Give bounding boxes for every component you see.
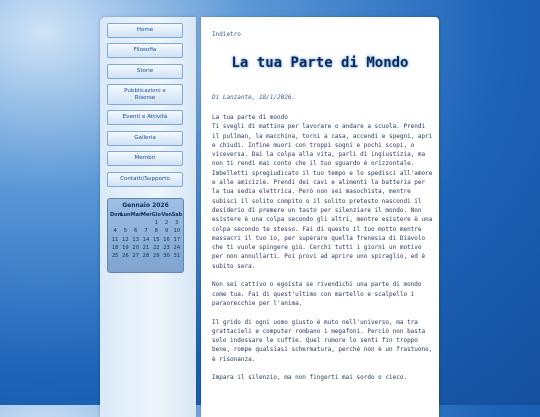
article-paragraph: Ti svegli di mattina per lavorare o andare a scuola. Prendi il pullman, la macchina, torni a casa, accendi e spegni, apri e chiudi. Infine muori con troppi sogni e pochi scopi, o viceversa. Dai la colpa alla vita, parli di ingiustizia, ma non ti rendi mai conto che il tuo sguardo è orizzontale. Imbelletti spregiudicato il tuo tempo e lo spedisci all'amore e alle amicizie. Prendi dei cavi e alimenti la batteria per la tua sedia elettrica. Però non sei masochista, mentre subisci il solito compito o il solito pretesto nascondi il desiderio di premere un tasto per silenziare il mondo. Non esistere è una colpa secondo gli altri, mentre esistere è una colpa secondo te stesso. Fai di questo il tuo motto mentre massacri il tuo io, per superare quella frenesia di Diavolo che ti vuole spingere giù. Cerchi tutti i giorni un motivo per non annullarti. Poi provi ad aprire uno spiraglio, ed è subito sera.	[212, 123, 433, 270]
nav-membri-button[interactable]: Membri	[107, 151, 183, 166]
calendar-day: 26	[122, 253, 129, 260]
calendar-day: 30	[163, 253, 170, 260]
calendar-day: 13	[132, 236, 139, 243]
calendar-day: 16	[163, 236, 170, 243]
calendar-day: 27	[132, 253, 139, 260]
calendar-day: 6	[134, 228, 138, 235]
calendar-day: 5	[123, 228, 128, 235]
calendar-week-row	[110, 219, 182, 227]
calendar-weekday-row	[110, 211, 182, 219]
calendar-day: 15	[152, 236, 160, 243]
article-byline: Di Lanzante, 18/1/2026.	[212, 94, 296, 101]
calendar-day: 12	[122, 236, 129, 243]
calendar-weekday: Dom	[110, 212, 123, 219]
article-paragraph: Non sei cattivo o egoista se rivendichi una parte di mondo come tua. Fai di quest'ultimo con martello e scalpello i paraorecchie per l'anima.	[212, 281, 422, 307]
calendar-widget	[107, 198, 184, 273]
calendar-day: 4	[113, 228, 117, 235]
calendar-day: 31	[173, 253, 181, 260]
calendar-day: 19	[122, 244, 129, 251]
nav-contatti-button[interactable]: Contatti/Supporto	[107, 172, 183, 187]
calendar-grid	[110, 211, 182, 260]
nav-galleria-button[interactable]: Galleria	[107, 131, 183, 146]
calendar-title: Gennaio 2026	[122, 202, 169, 209]
back-link[interactable]: Indietro	[212, 31, 241, 38]
calendar-day: 2	[164, 220, 169, 227]
calendar-day: 25	[111, 253, 119, 260]
article-subtitle: La tua parte di mondo	[212, 114, 288, 121]
calendar-day: 29	[152, 253, 160, 260]
article-paragraph: Il grido di ogni uomo giusto è muto nell'universo, ma tra grattacieli e computer rombano i megafoni. Perciò non basta solo indossare le cuffie. Quel rumore lo senti fin troppo bene, rompe qualsiasi schermatura, perché non è un frastuono, è risonanza.	[212, 318, 433, 363]
calendar-weekday: Mar	[130, 212, 142, 219]
calendar-week-row	[110, 244, 182, 252]
calendar-week-row	[110, 252, 182, 260]
calendar-weekday: Sab	[171, 212, 183, 219]
calendar-day: 18	[111, 244, 119, 251]
content-panel	[201, 17, 439, 417]
calendar-day: 23	[163, 244, 170, 251]
nav-pubblicazioni-button[interactable]: Pubblicazioni e Risorse	[107, 84, 183, 105]
calendar-day: 17	[173, 236, 181, 243]
calendar-day: 11	[111, 236, 119, 243]
article-body	[212, 113, 434, 392]
nav-eventi-button[interactable]: Eventi e Attività	[107, 110, 183, 125]
calendar-weekday: Mer	[140, 212, 152, 219]
nav-filosofia-button[interactable]: Filosofia	[107, 43, 183, 58]
calendar-week-row	[110, 236, 182, 244]
calendar-week-row	[110, 227, 182, 235]
calendar-day: 22	[152, 244, 160, 251]
calendar-weekday: Gio	[151, 212, 161, 219]
calendar-day: 21	[142, 244, 150, 251]
calendar-weekday: Ven	[161, 212, 172, 219]
page-title: La tua Parte di Mondo	[231, 55, 409, 71]
calendar-day: 28	[142, 253, 150, 260]
nav-home-button[interactable]: Home	[107, 23, 183, 38]
calendar-day: 20	[132, 244, 139, 251]
calendar-day: 14	[142, 236, 150, 243]
calendar-day: 7	[144, 228, 148, 235]
calendar-day: 24	[173, 244, 181, 251]
nav-storie-button[interactable]: Storie	[107, 64, 183, 79]
calendar-weekday: Lun	[120, 212, 131, 219]
calendar-day: 1	[154, 220, 158, 227]
article-paragraph: Impara il silenzio, ma non fingerti mai sordo o cieco.	[212, 374, 408, 382]
calendar-day: 9	[164, 228, 169, 235]
calendar-day: 3	[175, 220, 179, 227]
calendar-day: 10	[173, 228, 181, 235]
sidebar	[100, 17, 196, 417]
calendar-day: 8	[154, 228, 158, 235]
